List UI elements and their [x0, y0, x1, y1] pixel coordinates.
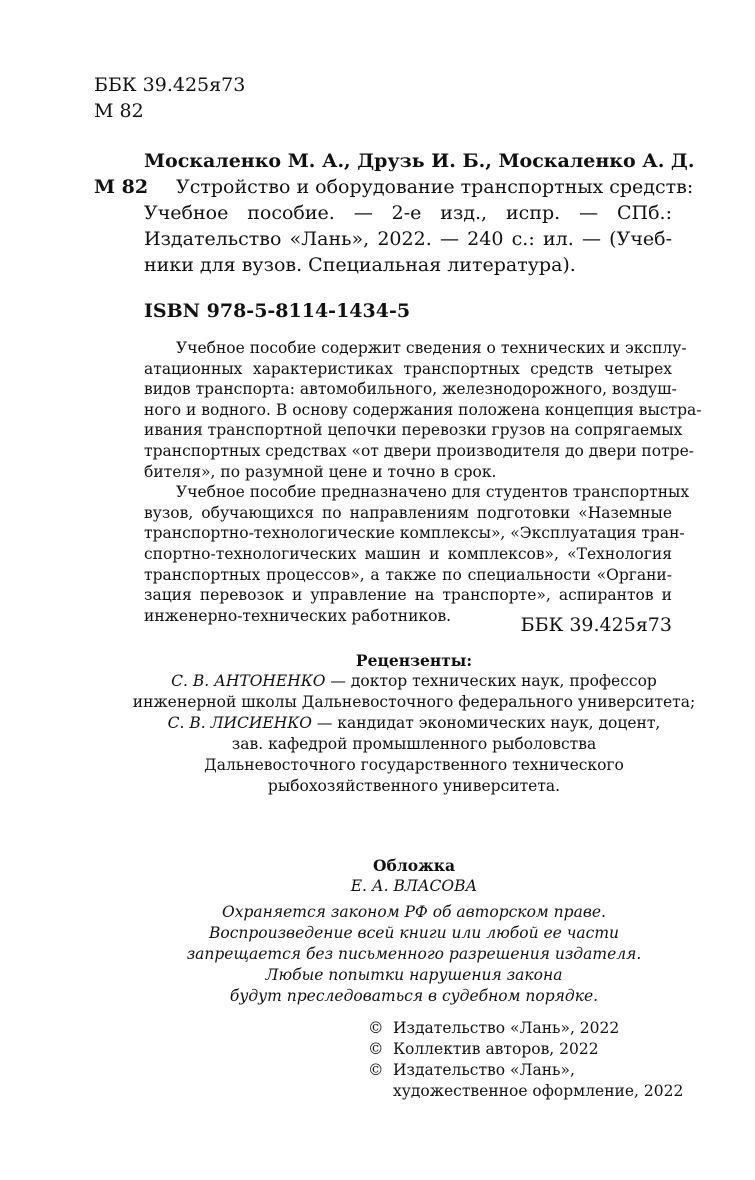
reviewers-section [94, 650, 734, 797]
bbk-code-right: ББК 39.425я73 [520, 614, 672, 636]
copyright-notice [94, 902, 734, 1007]
reviewers-heading: Рецензенты: [355, 651, 473, 670]
reviewer-2-title: — кандидат экономических наук, доцент, [311, 714, 661, 732]
bbk-code: ББК 39.425я73 [94, 74, 246, 96]
copyright-holders [368, 1018, 683, 1102]
abstract-line: спортно-технологических машин и комплексов», «Технология [144, 544, 672, 563]
isbn: ISBN 978-5-8114-1434-5 [144, 300, 411, 322]
abstract-line: атационных характеристиках транспортных средств четырех [144, 359, 672, 378]
abstract-line: зация перевозок и управление на транспорте», аспирантов и [144, 586, 672, 605]
copyright-row [368, 1039, 683, 1060]
reviewer-2-affiliation: зав. кафедрой промышленного рыболовства [231, 735, 597, 753]
copyright-icon: © [368, 1061, 384, 1079]
reviewer-2 [94, 713, 734, 734]
reviewer-1-title: — доктор технических наук, профессор [325, 672, 657, 690]
reviewer-2-affiliation: Дальневосточного государственного технического [204, 756, 624, 774]
bibliographic-description [144, 174, 694, 278]
cover-credit [94, 855, 734, 897]
abstract-line: транспортных средствах «от двери производителя до двери потре- [144, 441, 694, 460]
legal-line: Любые попытки нарушения закона [265, 966, 563, 984]
description-line: Издательство «Лань», 2022. — 240 с.: ил. — (Учеб- [144, 228, 672, 250]
author-mark: М 82 [94, 100, 144, 122]
copyright-icon: © [368, 1040, 384, 1058]
cover-heading: Обложка [373, 856, 455, 875]
description-line: Учебное пособие. — 2-е изд., испр. — СПб.: [144, 202, 672, 224]
author-code: М 82 [94, 176, 149, 198]
abstract-line: видов транспорта: автомобильного, железнодорожного, воздуш- [144, 380, 677, 399]
abstract-line: бителя», по разумной цене и точно в срок. [144, 462, 497, 481]
copyright-icon: © [368, 1019, 384, 1037]
copyright-holder: Издательство «Лань», 2022 [393, 1019, 620, 1037]
copyright-holder: Издательство «Лань», [393, 1061, 575, 1079]
reviewer-1-affiliation: инженерной школы Дальневосточного федерального университета; [132, 693, 696, 711]
cover-designer: Е. А. ВЛАСОВА [350, 877, 478, 895]
copyright-row [368, 1018, 683, 1039]
abstract-line: транспортных процессов», а также по специальности «Органи- [144, 565, 672, 584]
description-line: ники для вузов. Специальная литература). [144, 254, 576, 276]
reviewer-2-name: С. В. ЛИСИЕНКО [167, 714, 312, 732]
reviewer-1-name: С. В. АНТОНЕНКО [171, 672, 326, 690]
authors-line: Москаленко М. А., Друзь И. Б., Москаленко А. Д. [144, 150, 695, 172]
legal-line: будут преследоваться в судебном порядке. [229, 987, 599, 1005]
abstract-line: Учебное пособие содержит сведения о технических и эксплу- [176, 339, 687, 357]
reviewer-2-affiliation: рыбохозяйственного университета. [267, 777, 561, 795]
abstract-line: ивания транспортной цепочки перевозки грузов на сопрягаемых [144, 421, 683, 440]
copyright-holder-continued: художественное оформление, 2022 [393, 1082, 684, 1100]
legal-line: запрещается без письменного разрешения издателя. [186, 945, 642, 963]
reviewer-1 [94, 671, 734, 692]
abstract-line: инженерно-технических работников. [144, 606, 452, 625]
description-line: Устройство и оборудование транспортных средств: [176, 176, 694, 198]
abstract-line: Учебное пособие предназначено для студентов транспортных [176, 483, 690, 502]
abstract-line: транспортно-технологические комплексы», «Эксплуатация тран- [144, 524, 685, 543]
legal-line: Воспроизведение всей книги или любой ее части [208, 924, 620, 942]
bbk-block-top [94, 72, 245, 124]
copyright-holder: Коллектив авторов, 2022 [393, 1040, 599, 1058]
abstract [144, 338, 702, 626]
legal-line: Охраняется законом РФ об авторском праве. [222, 903, 606, 921]
copyright-row [368, 1060, 683, 1081]
abstract-line: ного и водного. В основу содержания положена концепция выстра- [144, 400, 702, 419]
abstract-line: вузов, обучающихся по направлениям подготовки «Наземные [144, 503, 672, 522]
